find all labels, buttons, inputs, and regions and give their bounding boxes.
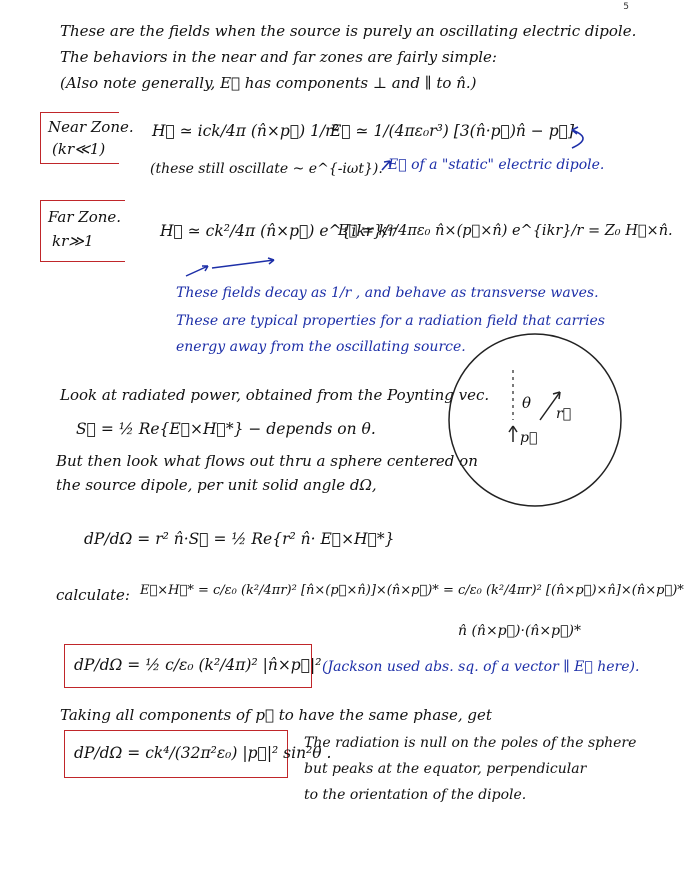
intro-line-2: The behaviors in the near and far zones are fairly simple: [60,48,497,66]
calculate-equation-2: n̂ (n̂×p⃗)·(n̂×p⃗)* [458,623,581,639]
intro-line-1: These are the fields when the source is purely an oscillating electric dipole. [60,22,637,40]
calculate-label: calculate: [56,586,130,604]
result-1-equation: dP/dΩ = ½ c/ε₀ (k²/4π)² |n̂×p⃗|² [74,656,322,674]
far-zone-H-equation: H⃗ ≃ ck²/4π (n̂×p⃗) e^{ikr}/r [160,222,396,240]
poynting-equation: S⃗ = ½ Re{E⃗×H⃗*} − depends on θ. [76,420,376,438]
result-2-note-2: but peaks at the equator, perpendicular [304,761,587,777]
result-2-note-3: to the orientation of the dipole. [304,787,527,803]
result-1-note: (Jackson used abs. sq. of a vector ∥ E⃗ here). [322,659,640,675]
far-zone-note-3: energy away from the oscillating source. [176,339,466,355]
far-zone-label: Far Zone. [48,208,122,226]
intro-line-3: (Also note generally, E⃗ has components ⊥ and ∥ to n̂.) [60,74,477,92]
dP-dOmega-equation: dP/dΩ = r² n̂·S⃗ = ½ Re{r² n̂· E⃗×H⃗*} [84,530,395,548]
far-zone-note-2: These are typical properties for a radiation field that carries [176,313,605,329]
near-zone-label: Near Zone. [48,118,134,136]
near-zone-static-note: E⃗ of a "static" electric dipole. [388,157,605,173]
theta-label: θ [522,394,532,412]
page-number: 5 [623,2,629,12]
power-line-2: But then look what flows out thru a sphere centered on [56,452,478,470]
result-2-equation: dP/dΩ = ck⁴/(32π²ε₀) |p⃗|² sin²θ . [74,744,332,762]
calculate-equation-1: E⃗×H⃗* = c/ε₀ (k²/4πr)² [n̂×(p⃗×n̂)]×(n̂×p⃗)* = c/ε₀ (k²/4πr)² [(n̂×p⃗)×n̂]×(n̂×p⃗)* [140,583,684,598]
far-note-arrow-1 [186,266,208,276]
r-vector-label: r⃗ [556,406,572,422]
power-line-1: Look at radiated power, obtained from the Poynting vec. [60,386,490,404]
near-zone-curved-arrow [572,130,583,148]
power-line-3: the source dipole, per unit solid angle dΩ, [56,476,377,494]
p-vector-label: p⃗ [520,430,538,446]
near-zone-condition: (kr≪1) [52,140,106,158]
near-zone-oscillate-note: (these still oscillate ~ e^{-iωt}). [150,161,383,177]
far-zone-condition: kr≫1 [52,232,94,250]
static-note-arrow [382,161,390,170]
far-zone-E-equation: E⃗ ≃ k²/4πε₀ n̂×(p⃗×n̂) e^{ikr}/r = Z₀ H⃗×n̂. [338,223,673,239]
result-2-note-1: The radiation is null on the poles of the sphere [304,735,637,751]
result-2-line: Taking all components of p⃗ to have the same phase, get [60,706,492,724]
sphere-circle [449,334,621,506]
near-zone-E-equation: E⃗ ≃ 1/(4πε₀r³) [3(n̂·p⃗)n̂ − p⃗] [330,122,574,140]
far-zone-note-1: These fields decay as 1/r , and behave as transverse waves. [176,285,599,301]
far-note-arrow-2 [212,258,274,268]
near-zone-H-equation: H⃗ ≃ ick/4π (n̂×p⃗) 1/r² [152,122,339,140]
